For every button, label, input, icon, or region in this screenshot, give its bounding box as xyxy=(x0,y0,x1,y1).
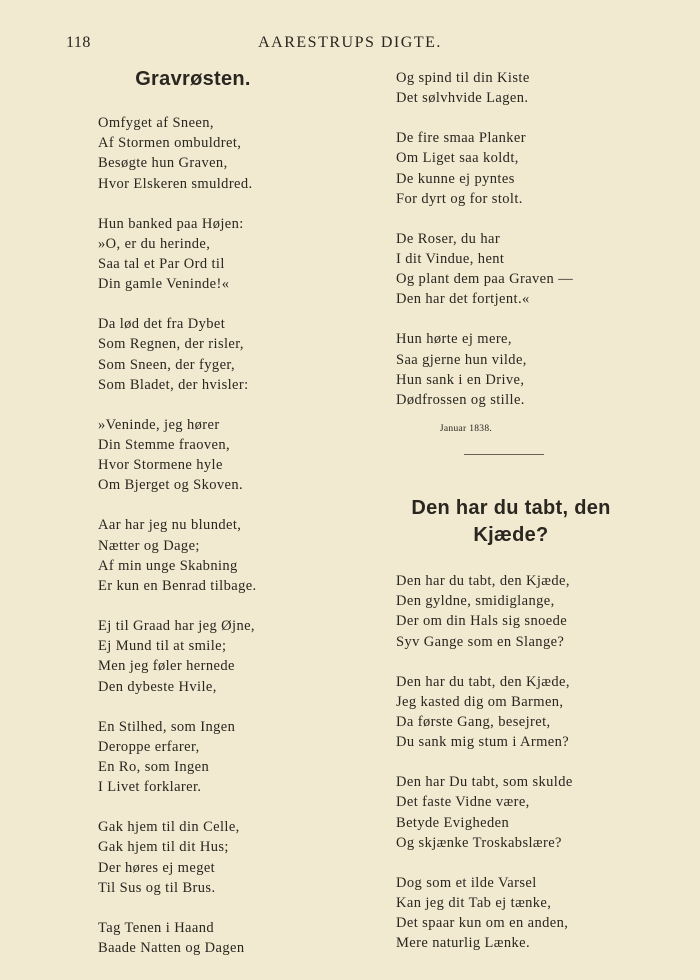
poem-line: Den gyldne, smidiglange, xyxy=(396,593,555,610)
poem-line: En Stilhed, som Ingen xyxy=(98,718,236,735)
poem-line: Den har du tabt, den Kjæde, xyxy=(396,573,570,590)
poem-line: Syv Gange som en Slange? xyxy=(396,633,565,650)
poem-line: Tag Tenen i Haand xyxy=(98,919,215,936)
poem-line: Til Sus og til Brus. xyxy=(98,879,216,896)
poem-title: Gravrøsten. xyxy=(135,68,251,90)
poem-line: »Veninde, jeg hører xyxy=(98,416,220,433)
poem-line: Gak hjem til dit Hus; xyxy=(98,839,229,856)
poem-line: Den har Du tabt, som skulde xyxy=(396,774,573,791)
poem-line: Om Bjerget og Skoven. xyxy=(98,477,244,494)
stanza xyxy=(98,616,288,697)
poem-line: Og plant dem paa Graven — xyxy=(396,271,574,288)
poem-line: En Ro, som Ingen xyxy=(98,759,210,776)
poem-line: De fire smaa Planker xyxy=(396,130,526,147)
running-title: AARESTRUPS DIGTE. xyxy=(258,34,442,51)
stanza xyxy=(396,571,626,652)
poem-line: I Livet forklarer. xyxy=(98,779,202,796)
poem-line: Som Bladet, der hvisler: xyxy=(98,376,249,393)
poem-line: Den har du tabt, den Kjæde, xyxy=(396,673,570,690)
poem-line: Hun banked paa Højen: xyxy=(98,215,244,232)
stanza xyxy=(396,672,626,753)
poem-line: Og skjænke Troskabslære? xyxy=(396,834,562,851)
stanza xyxy=(396,329,626,410)
stanza xyxy=(98,817,288,898)
poem-line: I dit Vindue, hent xyxy=(396,251,505,268)
left-column xyxy=(98,68,288,978)
poem-line: Der høres ej meget xyxy=(98,859,216,876)
stanza xyxy=(98,515,288,596)
poem-line: Da første Gang, besejret, xyxy=(396,714,551,731)
poem-line: Hun sank i en Drive, xyxy=(396,371,525,388)
poem-line: Det sølvhvide Lagen. xyxy=(396,90,529,107)
poem-line: »O, er du herinde, xyxy=(98,235,211,252)
poem-line: Hun hørte ej mere, xyxy=(396,331,512,348)
poem-line: De Roser, du har xyxy=(396,230,501,247)
poem-line: Deroppe erfarer, xyxy=(98,738,200,755)
poem-line: Aar har jeg nu blundet, xyxy=(98,517,242,534)
poem-line: Af min unge Skabning xyxy=(98,557,238,574)
poem-line: Jeg kasted dig om Barmen, xyxy=(396,693,564,710)
poem-line: Omfyget af Sneen, xyxy=(98,115,214,131)
poem-line: Gak hjem til din Celle, xyxy=(98,819,240,836)
stanza xyxy=(98,918,288,958)
right-column xyxy=(396,68,626,973)
poem-stanzas xyxy=(98,113,288,958)
poem-line: Mere naturlig Lænke. xyxy=(396,935,531,952)
poem-line: Da lød det fra Dybet xyxy=(98,316,226,333)
stanza xyxy=(396,128,626,209)
poem-line: Det spaar kun om en anden, xyxy=(396,915,569,932)
poem-line: Det faste Vidne være, xyxy=(396,794,530,811)
stanza xyxy=(396,68,626,108)
poem-line: Og spind til din Kiste xyxy=(396,70,530,86)
poem-line: Ej Mund til at smile; xyxy=(98,638,227,655)
poem-line: Baade Natten og Dagen xyxy=(98,940,245,957)
stanza xyxy=(396,873,626,954)
poem-line: For dyrt og for stolt. xyxy=(396,190,523,207)
poem-line: Som Regnen, der risler, xyxy=(98,336,244,353)
poem-line: Din Stemme fraoven, xyxy=(98,437,231,454)
stanza xyxy=(396,772,626,853)
poem-stanzas xyxy=(396,68,626,410)
poem-line: Hvor Stormene hyle xyxy=(98,457,223,474)
stanza xyxy=(98,415,288,496)
poem-line: Den har det fortjent.« xyxy=(396,291,530,308)
poem-line: De kunne ej pyntes xyxy=(396,170,515,187)
poem-line: Dødfrossen og stille. xyxy=(396,392,525,409)
stanza xyxy=(98,113,288,194)
section-divider xyxy=(464,454,544,455)
page-number: 118 xyxy=(66,34,91,51)
poem-line: Af Stormen ombuldret, xyxy=(98,135,242,152)
stanza xyxy=(98,314,288,395)
poem-line: Men jeg føler hernede xyxy=(98,658,235,675)
poem-line: Betyde Evigheden xyxy=(396,814,510,831)
poem-line: Din gamle Veninde!« xyxy=(98,276,230,293)
poem-line: Der om din Hals sig snoede xyxy=(396,613,568,630)
poem-line: Du sank mig stum i Armen? xyxy=(396,734,570,751)
poem-line: Ej til Graad har jeg Øjne, xyxy=(98,618,255,635)
poem-line: Er kun en Benrad tilbage. xyxy=(98,578,257,595)
poem-line: Besøgte hun Graven, xyxy=(98,155,228,172)
poem-line: Dog som et ilde Varsel xyxy=(396,874,537,891)
poem-line: Saa tal et Par Ord til xyxy=(98,256,225,273)
poem-line: Som Sneen, der fyger, xyxy=(98,356,236,373)
stanza xyxy=(98,214,288,295)
poem-date: Januar 1838. xyxy=(439,424,493,435)
poem-line: Hvor Elskeren smuldred. xyxy=(98,175,253,192)
poem-line: Om Liget saa koldt, xyxy=(396,150,519,167)
poem-line: Kan jeg dit Tab ej tænke, xyxy=(396,895,552,912)
poem-line: Nætter og Dage; xyxy=(98,537,200,554)
poem-stanzas xyxy=(396,571,626,954)
stanza xyxy=(396,229,626,310)
poem-line: Den dybeste Hvile, xyxy=(98,678,217,695)
stanza xyxy=(98,717,288,798)
poem-line: Saa gjerne hun vilde, xyxy=(396,351,527,368)
poem-title: Den har du tabt, den Kjæde? xyxy=(411,497,611,547)
